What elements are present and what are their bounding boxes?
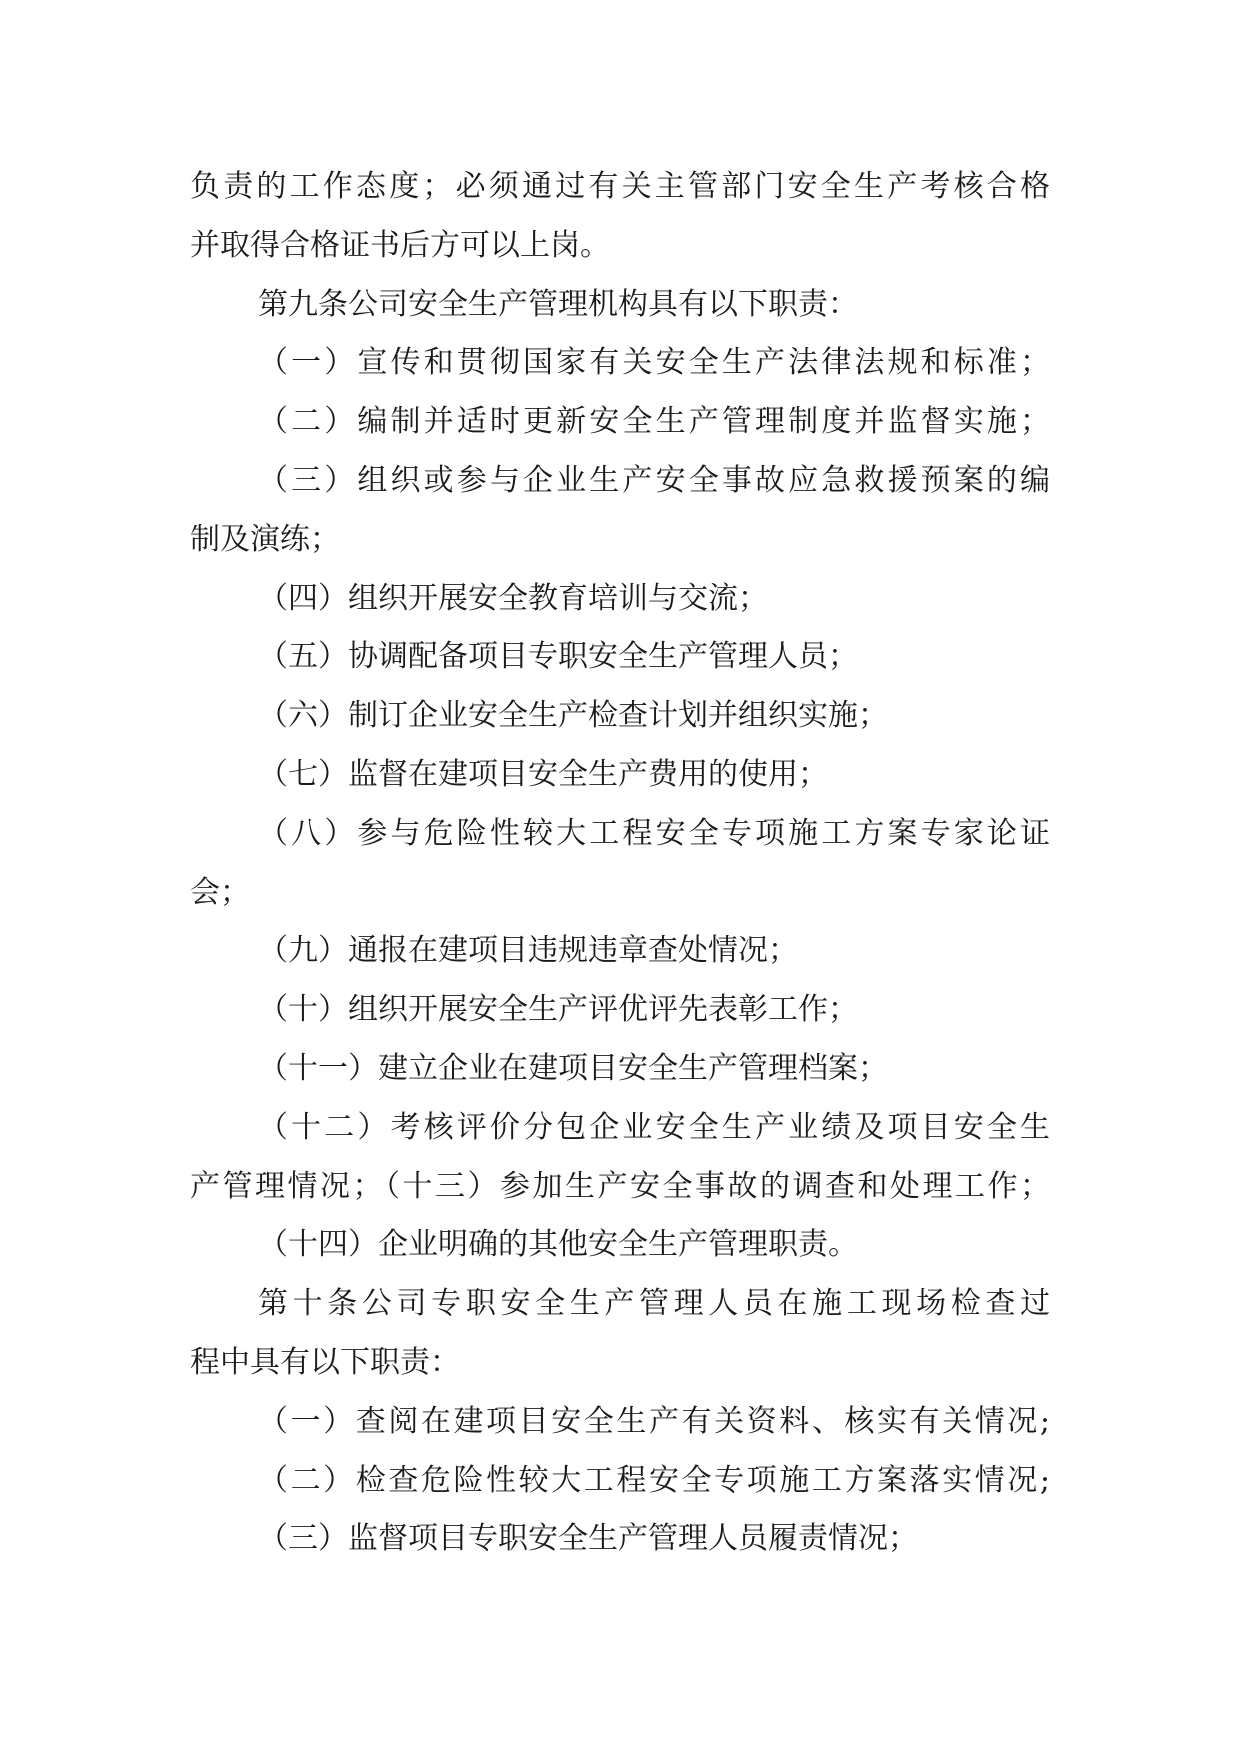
list-item: （十二）考核评价分包企业安全生产业绩及项目安全生 bbox=[258, 1109, 1050, 1145]
list-item: （四）组织开展安全教育培训与交流； bbox=[258, 580, 768, 616]
list-item-continuation: 产管理情况；（十三）参加生产安全事故的调查和处理工作； bbox=[190, 1168, 1050, 1204]
text-line: 并取得合格证书后方可以上岗。 bbox=[190, 227, 610, 263]
text-line: 负责的工作态度；必须通过有关主管部门安全生产考核合格 bbox=[190, 169, 1050, 204]
article-heading: 第九条公司安全生产管理机构具有以下职责： bbox=[258, 286, 858, 322]
list-item: （一）查阅在建项目安全生产有关资料、核实有关情况; bbox=[258, 1403, 1050, 1439]
list-item: （八）参与危险性较大工程安全专项施工方案专家论证 bbox=[258, 815, 1050, 851]
list-item: （一）宣传和贯彻国家有关安全生产法律法规和标准； bbox=[258, 345, 1050, 381]
list-item: （三）组织或参与企业生产安全事故应急救援预案的编 bbox=[258, 462, 1050, 498]
list-item: （五）协调配备项目专职安全生产管理人员； bbox=[258, 639, 858, 675]
list-item: （十）组织开展安全生产评优评先表彰工作； bbox=[258, 992, 858, 1028]
article-heading: 第十条公司专职安全生产管理人员在施工现场检查过 bbox=[258, 1286, 1050, 1322]
list-item: （九）通报在建项目违规违章查处情况； bbox=[258, 933, 798, 969]
list-item: （六）制订企业安全生产检查计划并组织实施； bbox=[258, 698, 888, 734]
list-item: （七）监督在建项目安全生产费用的使用； bbox=[258, 756, 828, 792]
list-item-continuation: 制及演练； bbox=[190, 521, 340, 557]
list-item: （三）监督项目专职安全生产管理人员履责情况； bbox=[258, 1521, 918, 1557]
document-page bbox=[190, 158, 1050, 1569]
article-heading-continuation: 程中具有以下职责： bbox=[190, 1344, 460, 1380]
list-item: （十四）企业明确的其他安全生产管理职责。 bbox=[258, 1227, 858, 1263]
list-item: （二）编制并适时更新安全生产管理制度并监督实施； bbox=[258, 404, 1050, 440]
list-item-continuation: 会； bbox=[190, 874, 250, 910]
list-item: （二）检查危险性较大工程安全专项施工方案落实情况; bbox=[258, 1462, 1050, 1498]
list-item: （十一）建立企业在建项目安全生产管理档案； bbox=[258, 1050, 888, 1086]
